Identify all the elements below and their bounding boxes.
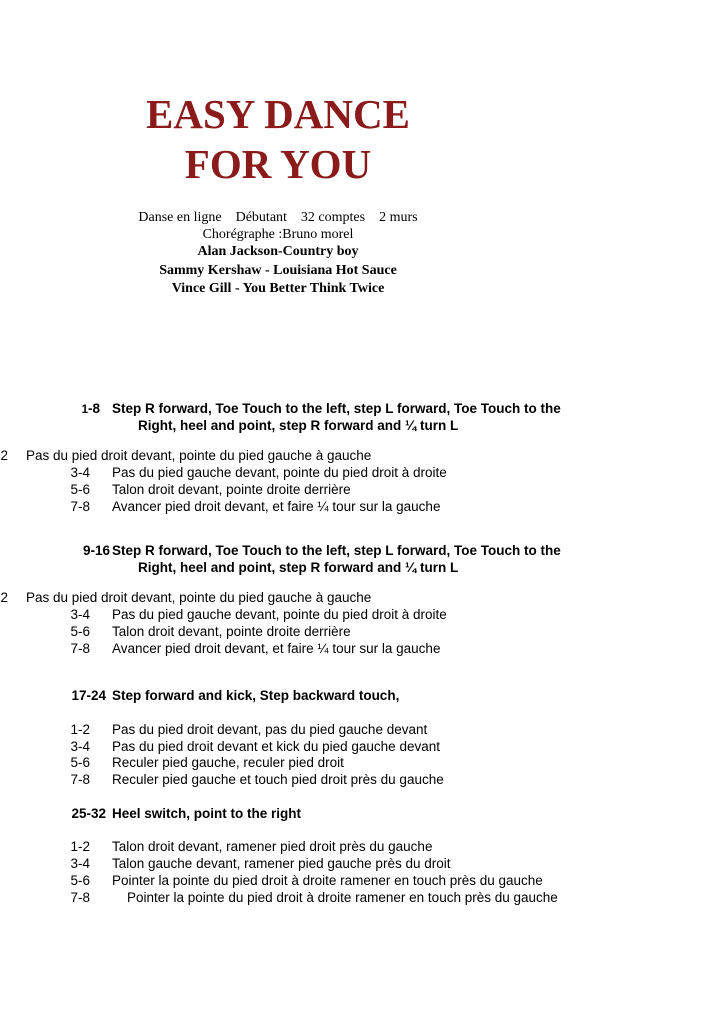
section-4-step-text: Pointer la pointe du pied droit à droite ramener en touch près du gauche xyxy=(112,873,543,888)
section-3-step-count: 3-4 xyxy=(70,739,90,754)
section-4-counts: 25-32 xyxy=(71,806,106,821)
section-4-step-count: 5-6 xyxy=(70,873,90,888)
section-1-step-text: Talon droit devant, pointe droite derrière xyxy=(112,482,351,497)
section-4-heading: Heel switch, point to the right xyxy=(112,806,301,821)
section-2-step-text: Avancer pied droit devant, et faire ¼ tour sur la gauche xyxy=(112,641,441,656)
section-2-lead-step: Pas du pied droit devant, pointe du pied gauche à gauche xyxy=(26,590,372,605)
section-2-step-count: 5-6 xyxy=(70,624,90,639)
section-2-lead-count: 2 xyxy=(0,590,8,605)
section-3-step-count: 7-8 xyxy=(70,772,90,787)
section-1-step-text: Pas du pied gauche devant, pointe du pied droit à droite xyxy=(112,465,447,480)
section-4-step-text: Talon gauche devant, ramener pied gauche près du droit xyxy=(112,856,451,871)
section-1-step-count: 3-4 xyxy=(70,465,90,480)
section-3-step-text: Pas du pied droit devant, pas du pied gauche devant xyxy=(112,722,428,737)
title-line-1: EASY DANCE xyxy=(146,91,410,137)
section-2-heading-cont: Right, heel and point, step R forward and ¼ turn L xyxy=(138,560,459,575)
section-1-step-count: 5-6 xyxy=(70,482,90,497)
section-1-lead-step: Pas du pied droit devant, pointe du pied gauche à gauche xyxy=(26,448,372,463)
section-2-step-count: 7-8 xyxy=(70,641,90,656)
title-line-2: FOR YOU xyxy=(184,141,372,187)
section-1-lead-count: 2 xyxy=(0,448,8,463)
section-3-step-text: Reculer pied gauche, reculer pied droit xyxy=(112,755,344,770)
section-2-heading: Step R forward, Toe Touch to the left, step L forward, Toe Touch to the xyxy=(112,543,561,558)
section-3-step-count: 5-6 xyxy=(70,755,90,770)
section-1-counts-rest: -8 xyxy=(87,401,100,416)
song-3: Vince Gill - You Better Think Twice xyxy=(171,281,385,296)
section-3-heading: Step forward and kick, Step backward touch, xyxy=(112,688,400,703)
section-3-counts: 17-24 xyxy=(71,688,106,703)
section-1-heading-cont: Right, heel and point, step R forward and ¼ turn L xyxy=(138,418,459,433)
section-3-step-text: Reculer pied gauche et touch pied droit près du gauche xyxy=(112,772,444,787)
section-4-step-count: 7-8 xyxy=(70,890,90,905)
section-4-step-count: 3-4 xyxy=(70,856,90,871)
section-1-counts xyxy=(40,400,100,419)
song-2: Sammy Kershaw - Louisiana Hot Sauce xyxy=(159,263,397,278)
section-2-step-text: Pas du pied gauche devant, pointe du pied droit à droite xyxy=(112,607,447,622)
section-4-step-text: Pointer la pointe du pied droit à droite ramener en touch près du gauche xyxy=(127,890,558,905)
dance-info: Danse en ligne Débutant 32 comptes 2 murs xyxy=(138,210,418,225)
section-3-step-text: Pas du pied droit devant et kick du pied gauche devant xyxy=(112,739,440,754)
section-1-counts-prefix: 1 xyxy=(81,404,88,416)
section-2-step-text: Talon droit devant, pointe droite derrière xyxy=(112,624,351,639)
section-3-step-count: 1-2 xyxy=(70,722,90,737)
choreographer: Chorégraphe :Bruno morel xyxy=(202,227,354,242)
section-2-step-count: 3-4 xyxy=(70,607,90,622)
section-1-step-count: 7-8 xyxy=(70,499,90,514)
section-4-step-count: 1-2 xyxy=(70,839,90,854)
section-1-heading: Step R forward, Toe Touch to the left, step L forward, Toe Touch to the xyxy=(112,401,561,416)
song-1: Alan Jackson-Country boy xyxy=(197,244,359,259)
section-2-counts: 9-16 xyxy=(82,543,110,558)
section-1-step-text: Avancer pied droit devant, et faire ¼ tour sur la gauche xyxy=(112,499,441,514)
section-4-step-text: Talon droit devant, ramener pied droit près du gauche xyxy=(112,839,433,854)
